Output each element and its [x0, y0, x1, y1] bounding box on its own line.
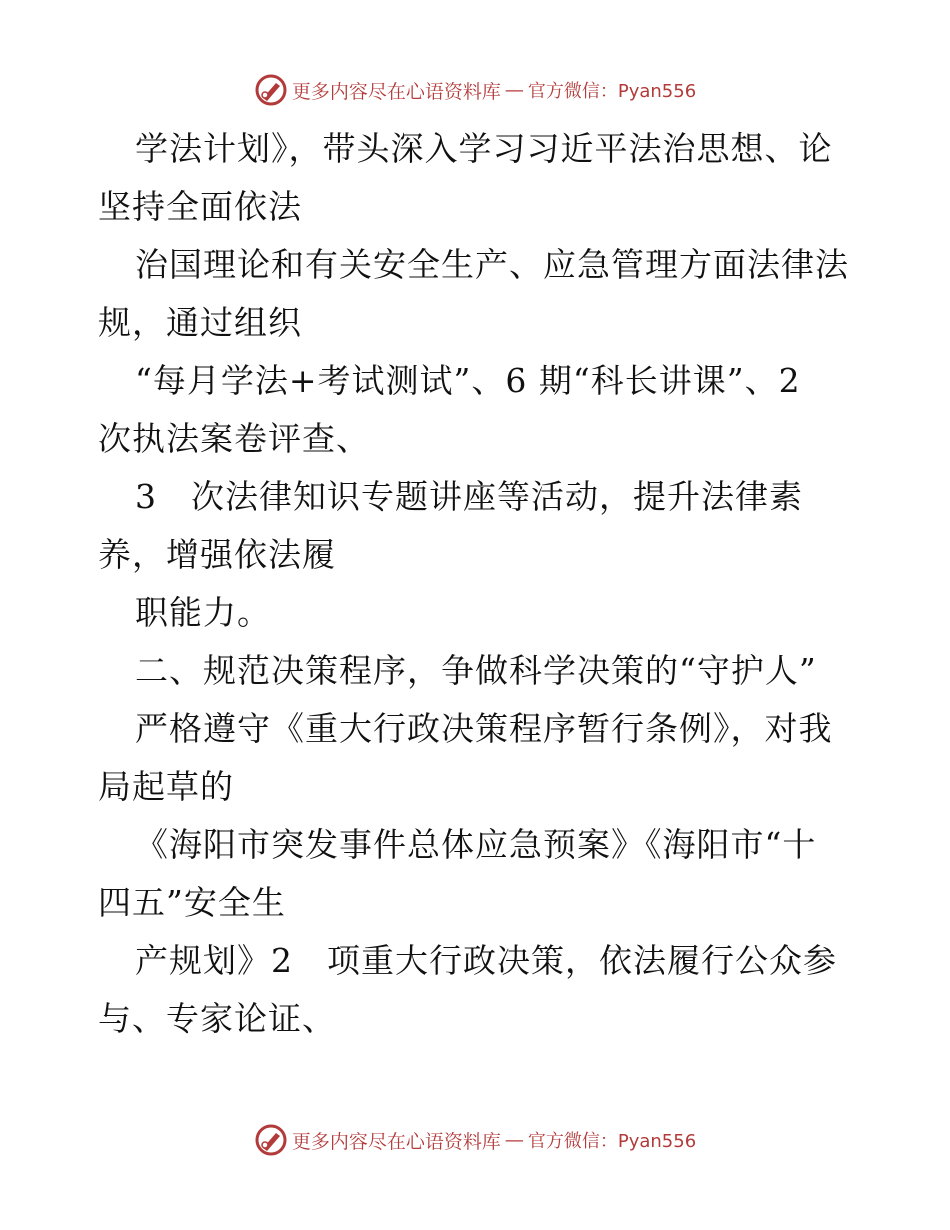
- document-line: 严格遵守《重大行政决策程序暂行条例》，对我: [135, 709, 833, 748]
- watermark-dash: —: [504, 1129, 524, 1151]
- watermark-site-text: 更多内容尽在心语资料库: [291, 1130, 501, 1153]
- document-line: 3 次法律知识专题讲座等活动，提升法律素: [135, 477, 803, 516]
- document-line: 治国理论和有关安全生产、应急管理方面法律法: [135, 245, 849, 284]
- document-line: 与、专家论证、: [98, 999, 336, 1038]
- document-line: 养，增强依法履: [98, 535, 336, 574]
- footer-watermark: [0, 1120, 950, 1160]
- document-line: 坚持全面依法: [98, 187, 302, 226]
- document-line: 四五”安全生: [98, 883, 286, 922]
- document-line: 规，通过组织: [98, 303, 302, 342]
- watermark-contact-text: 官方微信：Pyan556: [527, 81, 697, 102]
- document-body: [98, 120, 858, 1048]
- document-line: 学法计划》，带头深入学习习近平法治思想、论: [135, 129, 833, 168]
- document-line: 产规划》2 项重大行政决策，依法履行公众参: [135, 941, 837, 980]
- document-line: 《海阳市突发事件总体应急预案》《海阳市“十: [135, 825, 817, 864]
- section-heading: 二、规范决策程序，争做科学决策的“守护人”: [135, 651, 817, 690]
- header-watermark: [0, 70, 950, 110]
- document-line: “每月学法+考试测试”、6 期“科长讲课”、2: [135, 361, 801, 400]
- watermark-site-text: 更多内容尽在心语资料库: [291, 80, 501, 103]
- pen-logo-icon: [254, 73, 288, 107]
- pen-logo-icon: [254, 1123, 288, 1157]
- document-line: 局起草的: [98, 767, 234, 806]
- document-line: 次执法案卷评查、: [98, 419, 370, 458]
- watermark-contact-text: 官方微信：Pyan556: [527, 1131, 697, 1152]
- document-line: 职能力。: [135, 593, 271, 632]
- watermark-dash: —: [504, 79, 524, 101]
